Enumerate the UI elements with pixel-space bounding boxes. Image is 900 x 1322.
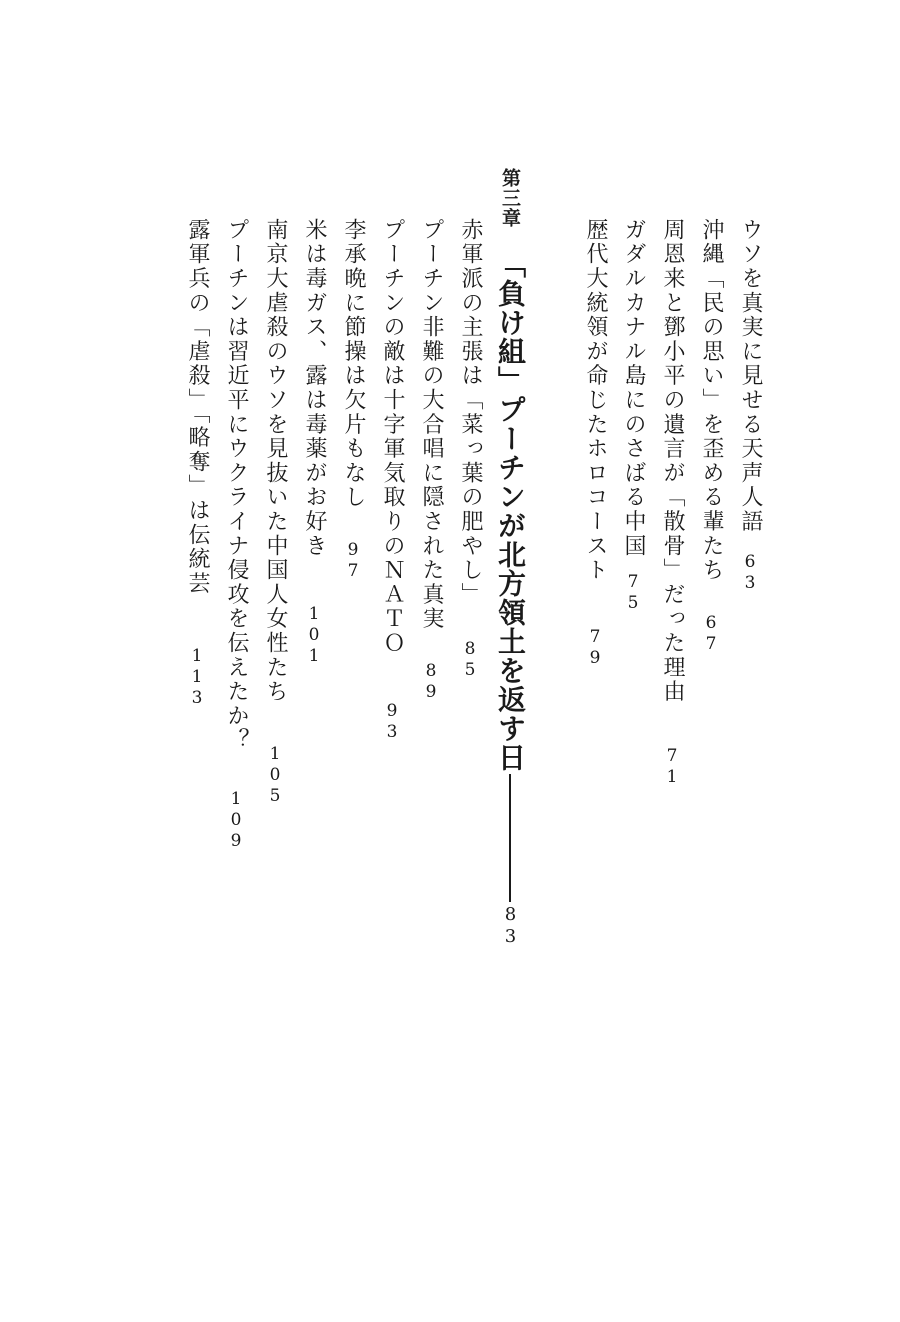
- toc-entry-page: 71: [662, 746, 682, 788]
- toc-entry-title: 南京大虐殺のウソを見抜いた中国人女性たち: [263, 218, 288, 704]
- toc-entry-title: ガダルカナル島にのさばる中国: [621, 218, 646, 559]
- toc-entry: [416, 218, 446, 703]
- toc-entry-page: 93: [382, 701, 402, 744]
- toc-entry: [657, 218, 687, 788]
- toc-entry-page: 109: [226, 788, 246, 852]
- toc-entry-title: 露軍兵の「虐殺」「略奪」は伝統芸: [185, 218, 210, 596]
- toc-entry-page: 113: [187, 645, 207, 709]
- toc-entry-page: 75: [623, 572, 643, 615]
- toc-entry-title: 歴代大統領が命じたホロコースト: [583, 218, 608, 583]
- chapter-leader-line: [509, 774, 511, 902]
- toc-entry-page: 67: [701, 612, 721, 655]
- toc-entry: [618, 218, 648, 614]
- toc-entry-title: 赤軍派の主張は「菜っ葉の肥やし」: [458, 218, 483, 607]
- toc-entry-page: 97: [343, 539, 363, 582]
- toc-entry-page: 85: [460, 638, 480, 681]
- toc-entry-page: 63: [740, 551, 760, 594]
- toc-entry-title: 米は毒ガス、露は毒薬がお好き: [302, 218, 327, 559]
- toc-entry-title: プーチン非難の大合唱に隠された真実: [419, 218, 444, 632]
- toc-entry: [221, 218, 251, 852]
- toc-entry: [735, 218, 765, 594]
- toc-entry-title: プーチンは習近平にウクライナ侵攻を伝えたか？: [224, 218, 249, 753]
- toc-entry-title: ウソを真実に見せる天声人語: [738, 218, 763, 534]
- toc-entry-page: 101: [304, 604, 324, 668]
- toc-entry: [260, 218, 290, 807]
- chapter-title: 「負け組」プーチンが北方領土を返す日: [494, 250, 527, 772]
- toc-entry-page: 89: [421, 661, 441, 704]
- toc-entry-title: 沖縄「民の思い」を歪める輩たち: [699, 218, 724, 583]
- toc-entry: [182, 218, 212, 709]
- chapter-label: 第三章: [499, 168, 521, 228]
- chapter-heading: [494, 168, 530, 948]
- toc-entry-page: 79: [585, 626, 605, 669]
- toc-entry: [377, 218, 407, 743]
- toc-entry-title: プーチンの敵は十字軍気取りのＮＡＴＯ: [380, 218, 405, 656]
- toc-entry: [299, 218, 329, 667]
- toc-entry-title: 李承晩に節操は欠片もなし: [341, 218, 366, 510]
- toc-entry: [338, 218, 368, 582]
- toc-entry: [580, 218, 610, 669]
- toc-entry: [696, 218, 726, 655]
- toc-entry-title: 周恩来と鄧小平の遺言が「散骨」だった理由: [660, 218, 685, 704]
- toc-entry-page: 105: [265, 744, 285, 807]
- toc-entry: [455, 218, 485, 681]
- chapter-page: 83: [500, 904, 521, 948]
